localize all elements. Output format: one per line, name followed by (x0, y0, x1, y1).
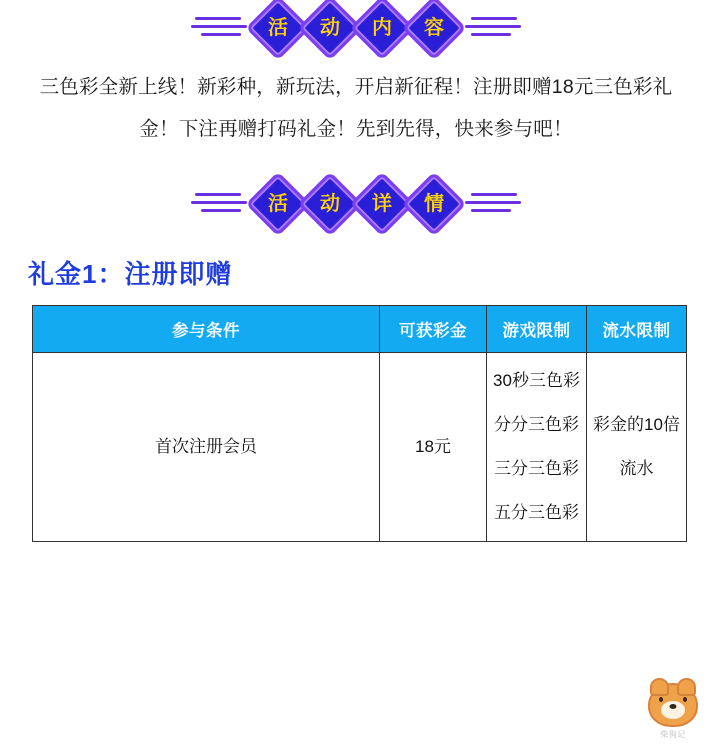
intro-paragraph: 三色彩全新上线！新彩种，新玩法，开启新征程！注册即赠18元三色彩礼金！下注再赠打码礼金！先到先得，快来参与吧！ (39, 76, 673, 140)
diamond-char-text: 内 (372, 17, 392, 39)
swoosh-left-icon (191, 187, 253, 221)
column-header-flow-limit: 流水限制 (587, 306, 687, 353)
diamond-char (401, 0, 466, 61)
shiba-eye-right (683, 697, 687, 702)
page-title: 礼金1：注册即赠 (28, 259, 233, 289)
banner-activity-detail (0, 176, 712, 232)
banner-diamonds (253, 181, 459, 227)
diamond-char-text: 活 (268, 17, 288, 39)
banner-inner (191, 181, 521, 227)
banner-inner (191, 5, 521, 51)
diamond-char-text: 动 (320, 17, 340, 39)
diamond-char-text: 详 (372, 193, 392, 215)
shiba-eye-left (659, 697, 663, 702)
diamond-char (401, 171, 466, 236)
gift-table (32, 305, 687, 542)
watermark-label: 柴狗记 (660, 730, 686, 739)
shiba-nose (670, 704, 677, 709)
shiba-dog-icon (648, 683, 698, 727)
diamond-char-text: 动 (320, 193, 340, 215)
table-body (33, 353, 687, 542)
column-header-condition: 参与条件 (33, 306, 380, 353)
swoosh-right-icon (459, 11, 521, 45)
banner-activity-content (0, 0, 712, 56)
cell-game-limit: 30秒三色彩 分分三色彩 三分三色彩 五分三色彩 (487, 353, 587, 542)
column-header-game-limit: 游戏限制 (487, 306, 587, 353)
cell-amount: 18元 (380, 353, 487, 542)
table-header (33, 306, 687, 353)
diamond-char-text: 活 (268, 193, 288, 215)
table-header-row (33, 306, 687, 353)
banner-diamonds (253, 5, 459, 51)
gift-table-wrapper (32, 305, 678, 542)
diamond-char-text: 情 (424, 193, 444, 215)
cell-flow-limit: 彩金的10倍流水 (587, 353, 687, 542)
swoosh-left-icon (191, 11, 253, 45)
watermark (644, 683, 702, 741)
swoosh-right-icon (459, 187, 521, 221)
column-header-amount: 可获彩金 (380, 306, 487, 353)
diamond-char-text: 容 (424, 17, 444, 39)
table-row (33, 353, 687, 542)
cell-condition: 首次注册会员 (33, 353, 380, 542)
